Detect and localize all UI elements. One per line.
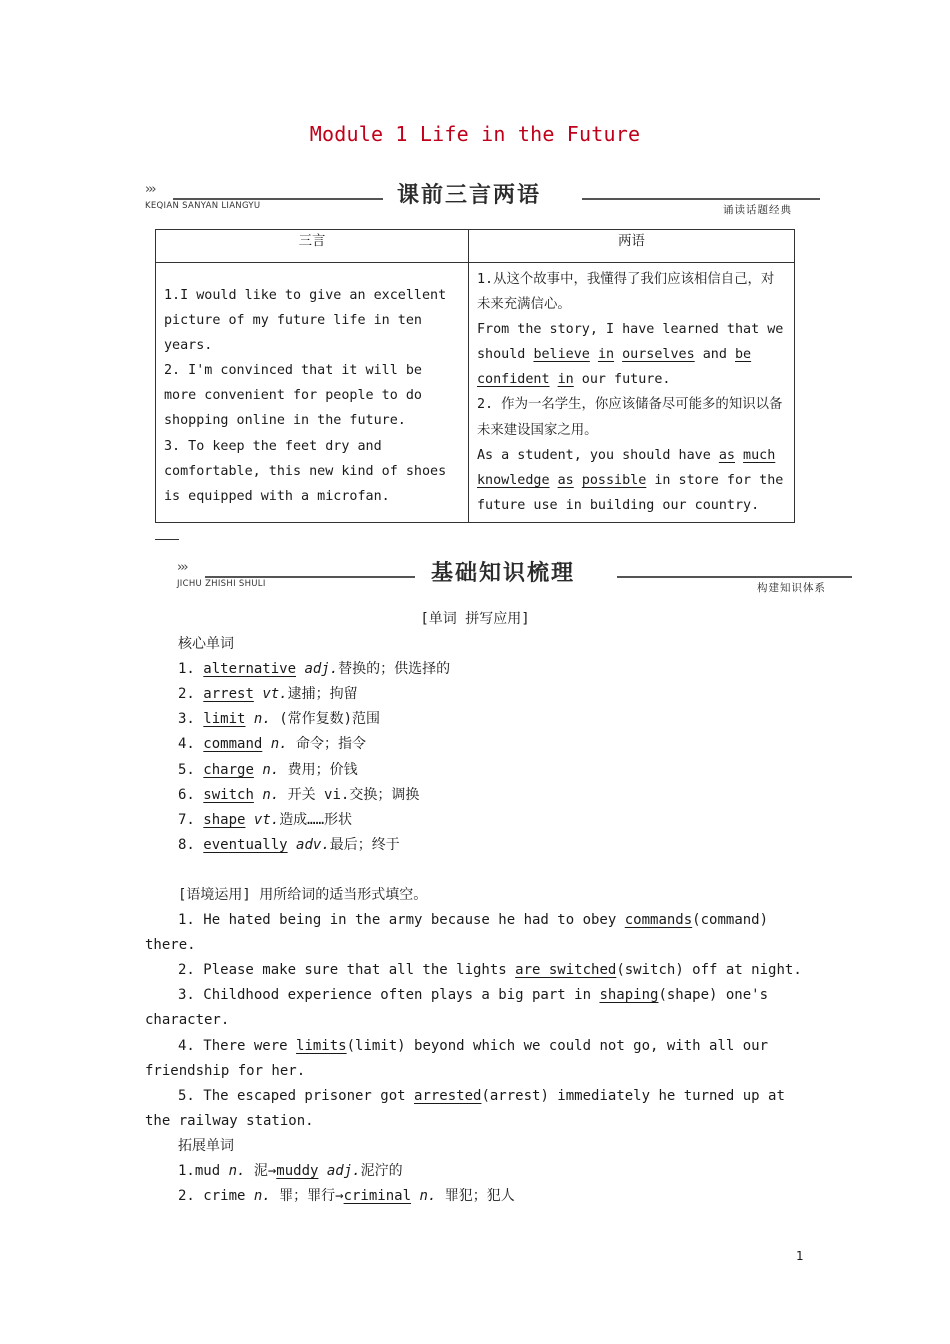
answer-blank: as bbox=[557, 472, 574, 488]
answer-blank: shaping bbox=[599, 987, 659, 1004]
answer-blank: in bbox=[597, 347, 615, 363]
section-banner-jichu bbox=[177, 556, 852, 594]
answer-blank: limit bbox=[203, 711, 246, 728]
extended-words-label: 拓展单词 bbox=[178, 1137, 234, 1154]
table-underline bbox=[155, 539, 179, 540]
list-item: 4. There were limits(limit) beyond which we could not go, with all our friendship for her. bbox=[145, 1037, 769, 1079]
sentence-item: 1.I would like to give an excellent picture of my future life in ten years. bbox=[164, 288, 447, 354]
banner-rule-left bbox=[205, 576, 415, 578]
sanyan-liangyu-table bbox=[155, 229, 795, 523]
answer-blank: switch bbox=[203, 786, 254, 803]
page-number: 1 bbox=[796, 1249, 804, 1263]
spacer bbox=[145, 858, 805, 883]
answer-blank: in bbox=[557, 372, 574, 388]
table-header-right: 两语 bbox=[469, 230, 795, 263]
list-item: 3. limit n. (常作复数)范围 bbox=[178, 711, 381, 728]
answer-blank: ourselves bbox=[622, 347, 695, 363]
list-item: 1.mud n. 泥→muddy adj.泥泞的 bbox=[178, 1162, 403, 1179]
table-cell-right bbox=[469, 263, 795, 523]
answer-blank: muddy bbox=[276, 1162, 319, 1179]
answer-blank: much bbox=[743, 447, 776, 463]
core-words-label: 核心单词 bbox=[178, 636, 234, 653]
answer-blank: are switched bbox=[515, 962, 617, 979]
list-item: 5. The escaped prisoner got arrested(arrest) immediately he turned up at the railway station. bbox=[145, 1087, 785, 1129]
banner-heading: 基础知识梳理 bbox=[431, 561, 576, 586]
list-item: 1. He hated being in the army because he had to obey commands(command) there. bbox=[145, 912, 769, 954]
answer-blank: possible bbox=[581, 472, 647, 488]
list-item: 3. Childhood experience often plays a big part in shaping(shape) one's character. bbox=[145, 987, 769, 1029]
answer-blank: eventually bbox=[203, 836, 288, 853]
table-cell-left bbox=[156, 263, 469, 523]
list-item: 2. arrest vt.逮捕；拘留 bbox=[178, 686, 358, 703]
vocabulary-section bbox=[145, 607, 805, 1209]
subsection-title: [单词 拼写应用] bbox=[420, 611, 530, 627]
banner-tagline: 诵读话题经典 bbox=[723, 204, 792, 216]
table-header-left: 三言 bbox=[156, 230, 469, 263]
banner-pinyin: JICHU ZHISHI SHULI bbox=[177, 579, 266, 589]
answer-blank: alternative bbox=[203, 661, 297, 678]
list-item: 1. alternative adj.替换的；供选择的 bbox=[178, 661, 451, 678]
translation-en: From the story, I have learned that we should believe in ourselves and be confident in our future. bbox=[477, 322, 784, 388]
answer-blank: charge bbox=[203, 761, 254, 778]
list-item: 6. switch n. 开关 vi.交换；调换 bbox=[178, 786, 420, 803]
translation-cn: 2. 作为一名学生，你应该储备尽可能多的知识以备未来建设国家之用。 bbox=[477, 397, 783, 438]
answer-blank: command bbox=[203, 736, 263, 753]
chevron-icon: ››› bbox=[177, 560, 187, 575]
banner-rule-right bbox=[582, 198, 820, 200]
answer-blank: be confident bbox=[477, 347, 752, 388]
translation-cn: 1.从这个故事中，我懂得了我们应该相信自己，对未来充满信心。 bbox=[477, 272, 775, 313]
list-item: 8. eventually adv.最后；终于 bbox=[178, 836, 400, 853]
answer-blank: arrest bbox=[203, 686, 254, 703]
exercise-list bbox=[145, 908, 805, 1134]
answer-blank: shape bbox=[203, 811, 246, 828]
answer-blank: criminal bbox=[343, 1188, 412, 1205]
translation-en: As a student, you should have as much knowledge as possible in store for the future use in building our country. bbox=[477, 447, 784, 513]
banner-heading: 课前三言两语 bbox=[397, 183, 542, 208]
banner-rule-left bbox=[173, 198, 383, 200]
list-item: 2. crime n. 罪；罪行→criminal n. 罪犯；犯人 bbox=[178, 1188, 515, 1205]
list-item: 4. command n. 命令；指令 bbox=[178, 736, 367, 753]
context-label: [语境运用] 用所给词的适当形式填空。 bbox=[178, 886, 428, 903]
banner-pinyin: KEQIAN SANYAN LIANGYU bbox=[145, 201, 261, 211]
sentence-item: 2. I'm convinced that it will be more convenient for people to do shopping online in the future. bbox=[164, 363, 422, 429]
answer-blank: knowledge bbox=[477, 472, 550, 488]
answer-blank: believe bbox=[533, 347, 590, 363]
answer-blank: commands bbox=[624, 912, 693, 929]
list-item: 7. shape vt.造成……形状 bbox=[178, 811, 353, 828]
banner-rule-right bbox=[617, 576, 852, 578]
banner-tagline: 构建知识体系 bbox=[757, 582, 826, 594]
chevron-icon: ››› bbox=[145, 182, 155, 197]
list-item: 2. Please make sure that all the lights are switched(switch) off at night. bbox=[178, 962, 802, 979]
answer-blank: as bbox=[718, 447, 735, 463]
answer-blank: limits bbox=[296, 1037, 347, 1054]
core-word-list bbox=[145, 657, 805, 858]
section-banner-keqian bbox=[145, 178, 820, 216]
answer-blank: arrested bbox=[414, 1087, 482, 1104]
sentence-item: 3. To keep the feet dry and comfortable, this new kind of shoes is equipped with a microfan. bbox=[164, 438, 447, 504]
page-title: Module 1 Life in the Future bbox=[309, 122, 641, 146]
list-item: 5. charge n. 费用；价钱 bbox=[178, 761, 358, 778]
